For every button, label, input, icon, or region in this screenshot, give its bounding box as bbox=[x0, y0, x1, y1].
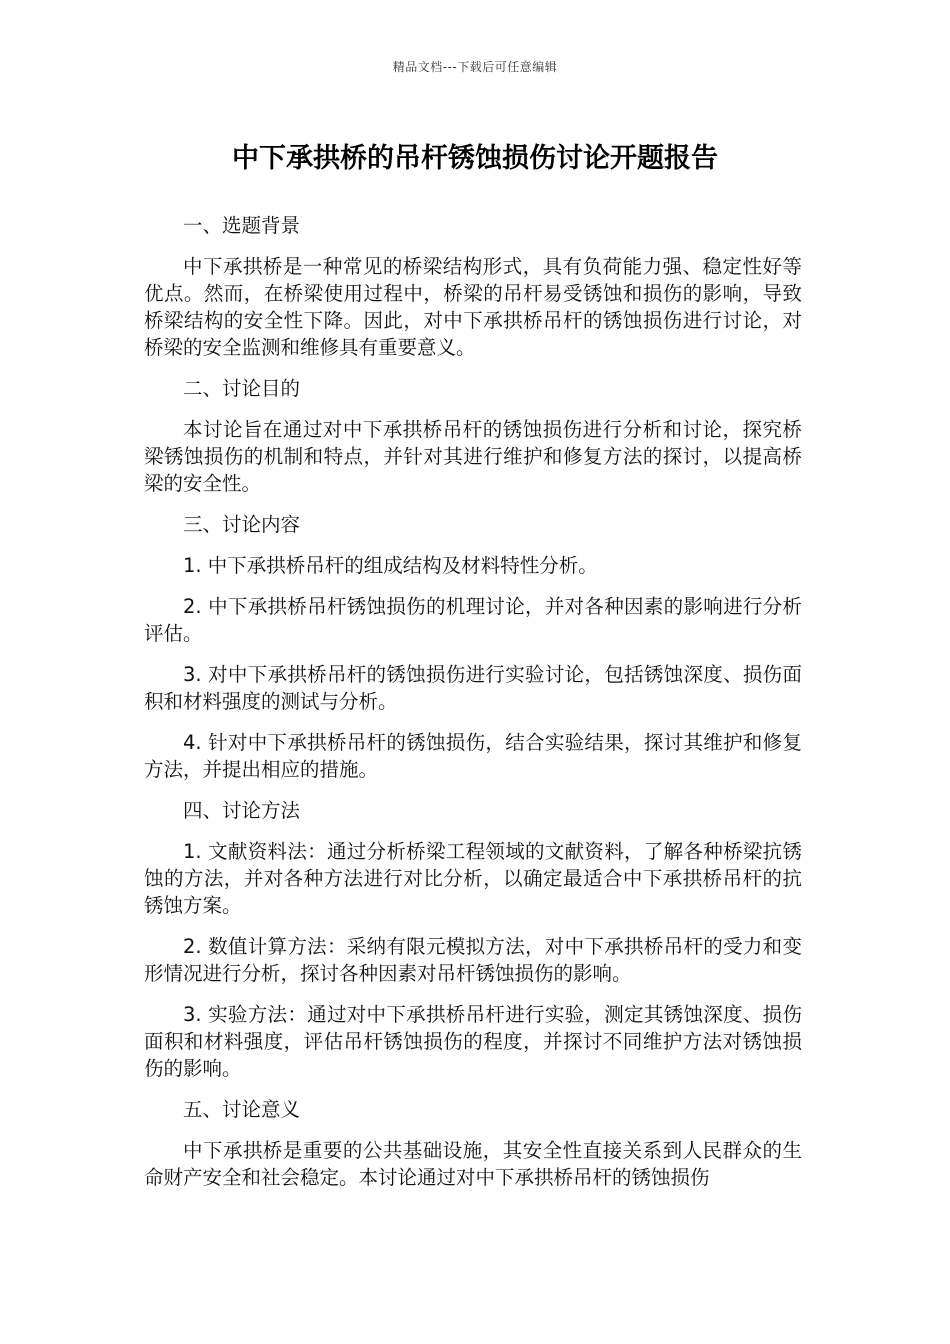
header-note: 精品文档---下载后可任意编辑 bbox=[392, 60, 558, 74]
list-item-content-4: 4. 针对中下承拱桥吊杆的锈蚀损伤，结合实验结果，探讨其维护和修复方法，并提出相应的措施。 bbox=[144, 731, 802, 781]
paragraph-purpose: 本讨论旨在通过对中下承拱桥吊杆的锈蚀损伤进行分析和讨论，探究桥梁锈蚀损伤的机制和特点，并针对其进行维护和修复方法的探讨，以提高桥梁的安全性。 bbox=[144, 418, 802, 495]
list-item-method-1: 1. 文献资料法：通过分析桥梁工程领域的文献资料，了解各种桥梁抗锈蚀的方法，并对各种方法进行对比分析，以确定最适合中下承拱桥吊杆的抗锈蚀方案。 bbox=[144, 840, 802, 917]
document-title: 中下承拱桥的吊杆锈蚀损伤讨论开题报告 bbox=[232, 143, 718, 174]
paragraph-background: 中下承拱桥是一种常见的桥梁结构形式，具有负荷能力强、稳定性好等优点。然而，在桥梁使用过程中，桥梁的吊杆易受锈蚀和损伤的影响，导致桥梁结构的安全性下降。因此，对中下承拱桥吊杆的锈蚀损伤进行讨论，对桥梁的安全监测和维修具有重要意义。 bbox=[144, 255, 802, 359]
section-heading-significance: 五、讨论意义 bbox=[183, 1098, 301, 1121]
paragraph-significance: 中下承拱桥是重要的公共基础设施，其安全性直接关系到人民群众的生命财产安全和社会稳定。本讨论通过对中下承拱桥吊杆的锈蚀损伤 bbox=[144, 1139, 802, 1189]
list-item-content-2: 2. 中下承拱桥吊杆锈蚀损伤的机理讨论，并对各种因素的影响进行分析评估。 bbox=[144, 595, 802, 645]
section-heading-methods: 四、讨论方法 bbox=[183, 799, 301, 822]
section-heading-purpose: 二、讨论目的 bbox=[183, 377, 301, 400]
list-item-method-3: 3. 实验方法：通过对中下承拱桥吊杆进行实验，测定其锈蚀深度、损伤面积和材料强度，评估吊杆锈蚀损伤的程度，并探讨不同维护方法对锈蚀损伤的影响。 bbox=[144, 1003, 802, 1080]
section-heading-background: 一、选题背景 bbox=[183, 214, 301, 237]
list-item-content-3: 3. 对中下承拱桥吊杆的锈蚀损伤进行实验讨论，包括锈蚀深度、损伤面积和材料强度的测试与分析。 bbox=[144, 663, 802, 713]
list-item-method-2: 2. 数值计算方法：采纳有限元模拟方法，对中下承拱桥吊杆的受力和变形情况进行分析，探讨各种因素对吊杆锈蚀损伤的影响。 bbox=[144, 935, 802, 985]
section-heading-content: 三、讨论内容 bbox=[183, 513, 301, 536]
list-item-content-1: 1. 中下承拱桥吊杆的组成结构及材料特性分析。 bbox=[183, 554, 598, 577]
document-body bbox=[144, 212, 802, 1205]
